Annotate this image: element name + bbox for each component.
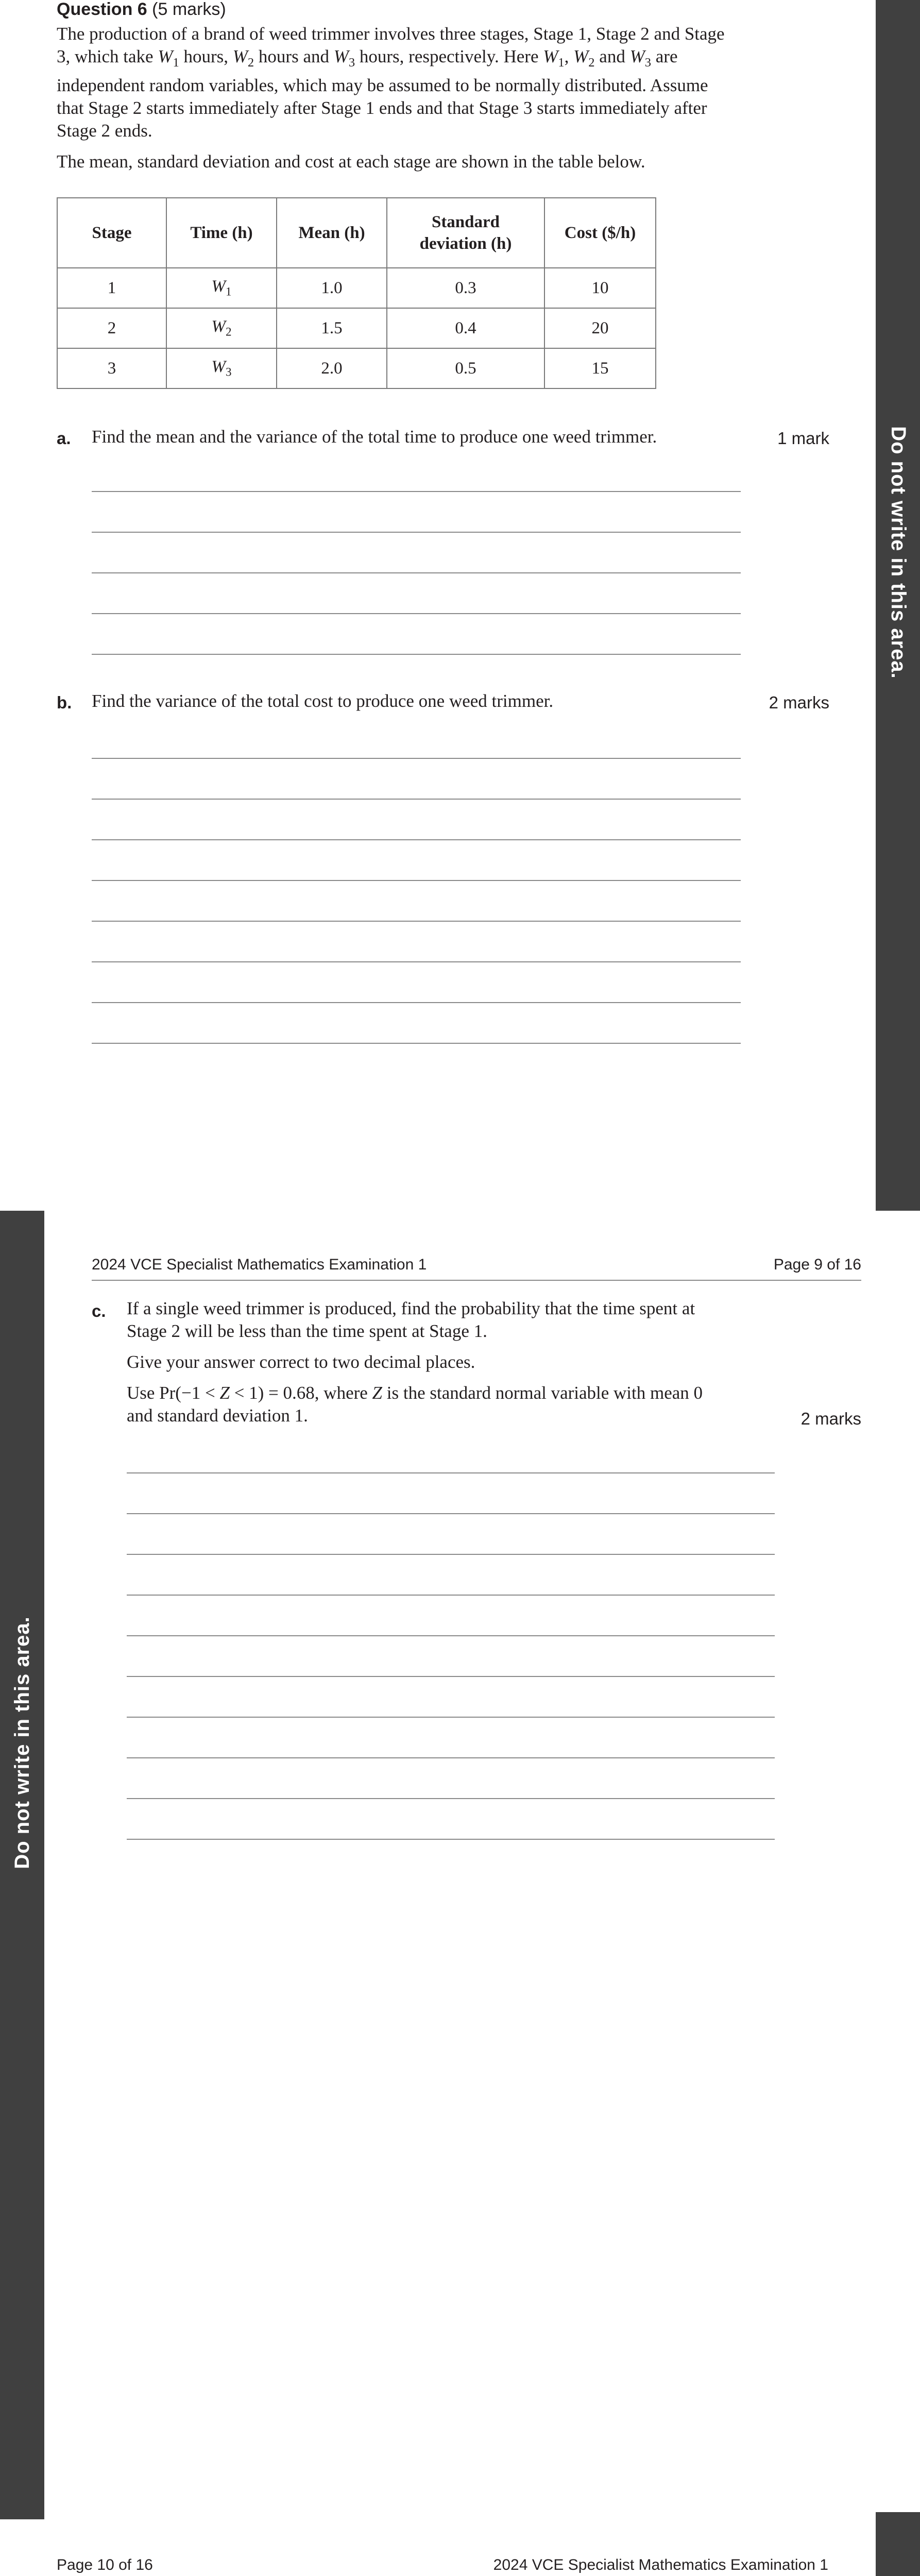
part-c-text-2: Give your answer correct to two decimal places. (127, 1352, 475, 1372)
question-number: Question 6 (57, 0, 147, 19)
header-mean: Mean (h) (277, 198, 387, 268)
answer-line[interactable] (92, 758, 741, 759)
answer-line[interactable] (92, 961, 741, 962)
answer-line[interactable] (92, 491, 741, 492)
cell-stage: 3 (57, 348, 166, 388)
cell-cost: 20 (544, 308, 656, 348)
header-time: Time (h) (166, 198, 277, 268)
answer-line[interactable] (127, 1554, 775, 1555)
stage-table (57, 197, 656, 389)
table-row (57, 308, 656, 348)
part-b-letter: b. (57, 693, 72, 712)
table-header-row (57, 198, 656, 268)
cell-stage: 2 (57, 308, 166, 348)
page10-exam-title: 2024 VCE Specialist Mathematics Examination 1 (493, 2556, 828, 2573)
part-a-letter: a. (57, 429, 71, 448)
part-b-question: Find the variance of the total cost to produce one weed trimmer. (92, 691, 554, 711)
part-c-marks: 2 marks (800, 1409, 861, 1428)
answer-line[interactable] (127, 1513, 775, 1514)
answer-line[interactable] (127, 1717, 775, 1718)
part-a-question: Find the mean and the variance of the total time to produce one weed trimmer. (92, 427, 657, 447)
right-margin-bar-stub (876, 2512, 920, 2576)
cell-stage: 1 (57, 268, 166, 308)
answer-line[interactable] (92, 532, 741, 533)
answer-line[interactable] (92, 1002, 741, 1003)
cell-time: $W_3$ (166, 348, 277, 388)
answer-line[interactable] (127, 1635, 775, 1636)
table-row (57, 268, 656, 308)
answer-line[interactable] (92, 799, 741, 800)
cell-cost: 10 (544, 268, 656, 308)
answer-line[interactable] (127, 1798, 775, 1799)
part-c-letter: c. (92, 1301, 106, 1320)
answer-line[interactable] (92, 613, 741, 614)
cell-sd: 0.5 (387, 348, 544, 388)
page9-footer-rule (92, 1280, 861, 1281)
cell-sd: 0.3 (387, 268, 544, 308)
left-margin-bar (0, 1211, 44, 2519)
answer-line[interactable] (92, 572, 741, 573)
cell-mean: 2.0 (277, 348, 387, 388)
answer-line[interactable] (92, 839, 741, 840)
cell-time: $W_1$ (166, 268, 277, 308)
cell-cost: 15 (544, 348, 656, 388)
header-stage: Stage (57, 198, 166, 268)
page9-page-number: Page 9 of 16 (773, 1256, 861, 1273)
intro-paragraph-1: The production of a brand of weed trimmer involves three stages, Stage 1, Stage 2 and Stage 3, which take $W_1$ hours, $W_2$ hours and $W_3$ hours, respectively. Here $W_1$, $W_2$ and $W_3$ are independent random variables, which may be assumed to be normally distributed. Assume that Stage 2 starts immediately after Stage 1 ends and that Stage 3 starts immediately after Stage 2 ends. (57, 24, 725, 141)
cell-time: $W_2$ (166, 308, 277, 348)
answer-line[interactable] (127, 1676, 775, 1677)
part-c-text-3: Use Pr(−1 < Z < 1) = 0.68, where Z is the standard normal variable with mean 0 and standard deviation 1. (127, 1383, 703, 1426)
question-marks: (5 marks) (152, 0, 226, 19)
answer-line[interactable] (92, 880, 741, 881)
header-standard-deviation: Standard deviation (h) (387, 198, 544, 268)
answer-line[interactable] (92, 1043, 741, 1044)
cell-sd: 0.4 (387, 308, 544, 348)
part-a-marks: 1 mark (777, 429, 829, 448)
page9-exam-title: 2024 VCE Specialist Mathematics Examination 1 (92, 1256, 427, 1273)
answer-line[interactable] (127, 1757, 775, 1758)
part-b-marks: 2 marks (769, 693, 829, 712)
table-row (57, 348, 656, 388)
answer-line[interactable] (127, 1595, 775, 1596)
part-c-text-1: If a single weed trimmer is produced, find the probability that the time spent at Stage 2 will be less than the time spent at Stage 1. (127, 1298, 695, 1341)
do-not-write-notice: Do not write in this area. (10, 1616, 33, 1869)
right-margin-bar (876, 0, 920, 1211)
answer-line[interactable] (92, 654, 741, 655)
do-not-write-notice: Do not write in this area. (887, 426, 910, 679)
intro-paragraph-2: The mean, standard deviation and cost at each stage are shown in the table below. (57, 151, 645, 172)
page10-page-number: Page 10 of 16 (57, 2556, 153, 2573)
question-heading (57, 0, 226, 19)
cell-mean: 1.5 (277, 308, 387, 348)
answer-line[interactable] (127, 1472, 775, 1473)
header-cost: Cost ($/h) (544, 198, 656, 268)
part-c-question (127, 1297, 724, 1427)
cell-mean: 1.0 (277, 268, 387, 308)
answer-line[interactable] (127, 1839, 775, 1840)
question-intro (57, 23, 731, 181)
answer-line[interactable] (92, 921, 741, 922)
